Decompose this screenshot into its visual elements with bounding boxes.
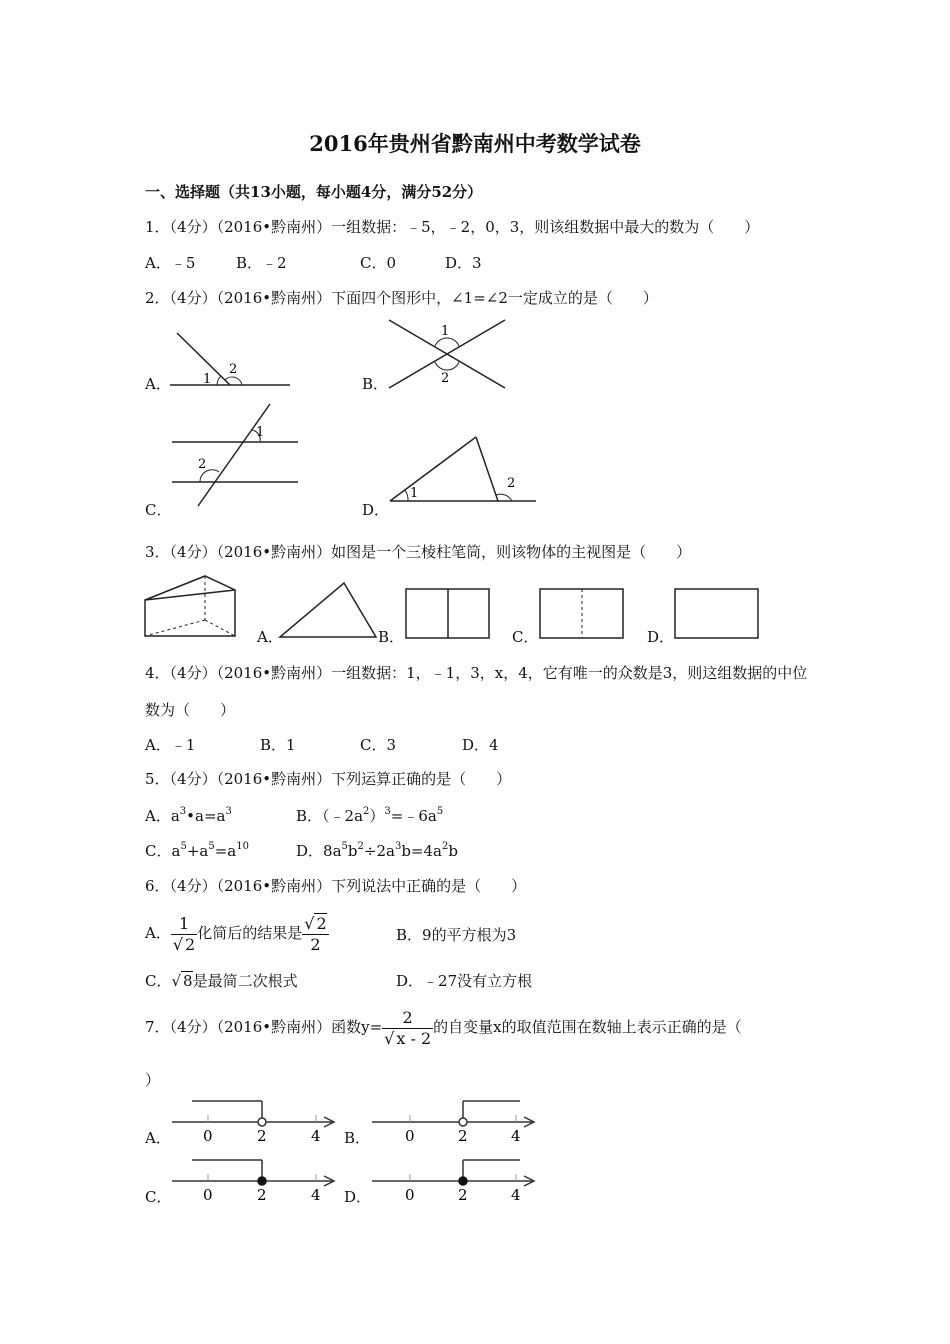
q5-option-d: D．$8a^5b^2\div 2a^3b=4a^2b$ — [296, 841, 458, 860]
svg-text:4: 4 — [311, 1186, 321, 1204]
question-5-stem: 5．（4分）（2016•黔南州）下列运算正确的是（ ） — [145, 770, 512, 788]
question-7-stem: 7．（4分）（2016•黔南州）函数y= $\frac{2}{√ x - 2}$ 的自变量x的取值范围在数轴上表示正确的是（ — [145, 1007, 742, 1048]
q3-option-c: C． — [512, 628, 539, 646]
q3-figure-a — [278, 580, 378, 640]
q1-option-c: C．0 — [360, 254, 397, 272]
svg-text:2: 2 — [507, 476, 516, 491]
svg-text:4: 4 — [511, 1127, 521, 1145]
q2-option-b: B． — [362, 375, 389, 393]
q6-option-a: A． $\frac{1}{√ 2}$ 化简后的结果是 $\frac{√ 2}{2}$ — [145, 913, 327, 954]
section-heading: 一、选择题（共13小题，每小题4分，满分52分） — [145, 183, 483, 201]
q3-figure-d — [674, 588, 760, 640]
q7-option-b: B． — [344, 1129, 371, 1147]
svg-text:4: 4 — [311, 1127, 321, 1145]
q5-option-c: C．$a^5+a^5=a^{10}$ — [145, 841, 249, 860]
q3-option-b: B． — [378, 628, 405, 646]
svg-text:1: 1 — [441, 324, 450, 339]
q7-numberline-b — [370, 1098, 538, 1146]
svg-text:2: 2 — [198, 457, 207, 472]
q4-option-c: C．3 — [360, 736, 397, 754]
q7-numberline-a — [170, 1098, 338, 1146]
q6-option-c: C．√ 8是最简二次根式 — [145, 972, 298, 990]
q3-figure-c — [539, 588, 625, 640]
q2-option-a: A． — [145, 375, 171, 393]
question-2-stem: 2．（4分）（2016•黔南州）下面四个图形中，∠1=∠2一定成立的是（ ） — [145, 289, 658, 307]
q2-option-c: C． — [145, 501, 172, 519]
q7-numberline-c — [170, 1157, 338, 1205]
svg-text:1: 1 — [410, 486, 419, 501]
q7-numberline-d — [370, 1157, 538, 1205]
q6-option-b: B．9的平方根为3 — [396, 926, 517, 944]
angle-2-label: 2 — [229, 362, 238, 377]
q4-option-b: B．1 — [260, 736, 296, 754]
question-7-stem-line2: ） — [145, 1071, 161, 1089]
q2-figure-b — [385, 318, 510, 393]
svg-text:0: 0 — [203, 1127, 213, 1145]
question-6-stem: 6．（4分）（2016•黔南州）下列说法中正确的是（ ） — [145, 877, 527, 895]
q1-option-a: A．﹣5 — [145, 254, 196, 272]
page-title: 2016年贵州省黔南州中考数学试卷 — [309, 131, 641, 156]
q2-figure-c — [170, 402, 302, 510]
q4-option-d: D．4 — [462, 736, 499, 754]
q3-figure-b — [405, 588, 491, 640]
q3-option-a: A． — [257, 628, 283, 646]
svg-text:0: 0 — [405, 1127, 415, 1145]
svg-text:2: 2 — [257, 1186, 267, 1204]
q1-option-d: D．3 — [445, 254, 482, 272]
q7-option-a: A． — [145, 1129, 171, 1147]
question-1-stem: 1．（4分）（2016•黔南州）一组数据：﹣5，﹣2，0，3，则该组数据中最大的数为（ ） — [145, 218, 760, 236]
angle-1-label: 1 — [203, 372, 212, 387]
q7-option-c: C． — [145, 1188, 172, 1206]
q5-option-a: A．$a^3•a=a^3$ — [145, 806, 232, 825]
q6-option-d: D．﹣27没有立方根 — [396, 972, 533, 990]
q1-option-b: B．﹣2 — [236, 254, 287, 272]
svg-text:2: 2 — [257, 1127, 267, 1145]
q7-option-d: D． — [344, 1188, 372, 1206]
q3-prism-figure — [143, 574, 235, 638]
q5-option-b: B．$(﹣2a^2)^3=﹣6a^5$ — [296, 806, 444, 825]
svg-text:4: 4 — [511, 1186, 521, 1204]
question-4-stem-line1: 4．（4分）（2016•黔南州）一组数据：1，﹣1，3，x，4，它有唯一的众数是3，则这组数据的中位 — [145, 664, 808, 682]
q2-option-d: D． — [362, 501, 390, 519]
svg-text:2: 2 — [441, 371, 450, 386]
question-4-stem-line2: 数为（ ） — [145, 701, 236, 719]
q2-figure-a — [165, 325, 295, 390]
svg-text:2: 2 — [458, 1186, 468, 1204]
q2-figure-d — [388, 435, 540, 507]
svg-text:0: 0 — [405, 1186, 415, 1204]
question-3-stem: 3．（4分）（2016•黔南州）如图是一个三棱柱笔筒，则该物体的主视图是（ ） — [145, 543, 692, 561]
q3-option-d: D． — [647, 628, 675, 646]
q4-option-a: A．﹣1 — [145, 736, 196, 754]
svg-text:0: 0 — [203, 1186, 213, 1204]
svg-text:2: 2 — [458, 1127, 468, 1145]
svg-text:1: 1 — [256, 425, 265, 440]
